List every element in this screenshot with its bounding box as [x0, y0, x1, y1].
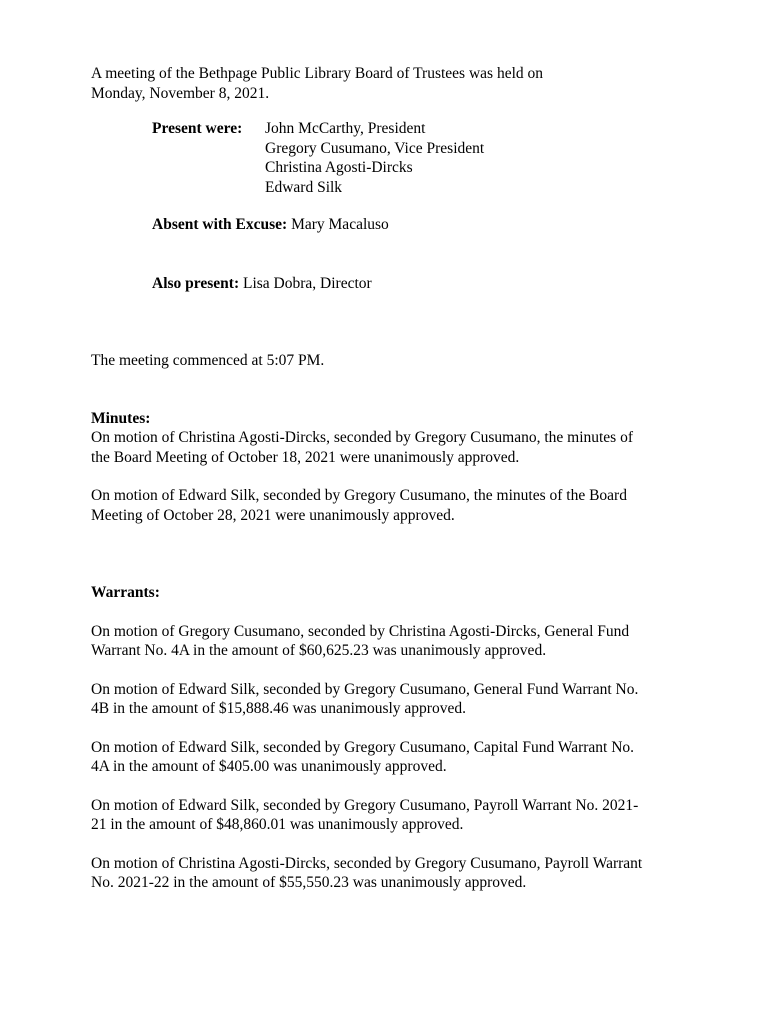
- intro-line: Monday, November 8, 2021.: [91, 84, 270, 102]
- absent-line: [152, 215, 691, 235]
- intro-line: A meeting of the Bethpage Public Library Board of Trustees was held on: [91, 65, 544, 82]
- motion-line: On motion of Edward Silk, seconded by Gregory Cusumano, Payroll Warrant No. 2021-: [91, 796, 639, 814]
- motion-line: On motion of Christina Agosti-Dircks, seconded by Gregory Cusumano, Payroll Warrant: [91, 854, 643, 872]
- also-present-member: Lisa Dobra, Director: [243, 274, 372, 292]
- warrants-heading: Warrants:: [91, 584, 160, 601]
- present-list: [265, 119, 484, 197]
- motion-line: 4B in the amount of $15,888.46 was unanimously approved.: [91, 700, 466, 717]
- minutes-heading: Minutes:: [91, 409, 151, 427]
- absent-member: Mary Macaluso: [291, 216, 389, 233]
- warrant-motion: [91, 796, 691, 835]
- also-present-label: Also present:: [152, 274, 240, 292]
- minutes-motion: [91, 486, 691, 525]
- motion-line: Meeting of October 28, 2021 were unanimously approved.: [91, 506, 455, 524]
- commenced-statement: The meeting commenced at 5:07 PM.: [91, 352, 325, 369]
- present-member: Gregory Cusumano, Vice President: [265, 139, 485, 157]
- motion-line: 21 in the amount of $48,860.01 was unanimously approved.: [91, 816, 464, 833]
- warrant-motion: [91, 622, 691, 661]
- motion-line: Warrant No. 4A in the amount of $60,625.23 was unanimously approved.: [91, 642, 547, 659]
- motion-line: On motion of Christina Agosti-Dircks, seconded by Gregory Cusumano, the minutes of: [91, 429, 634, 446]
- document-page: [91, 64, 691, 893]
- absent-label: Absent with Excuse:: [152, 216, 288, 233]
- warrant-motion: [91, 680, 691, 719]
- present-member: Christina Agosti-Dircks: [265, 159, 413, 176]
- minutes-motion: [91, 428, 691, 467]
- also-present-line: [152, 274, 691, 294]
- motion-line: On motion of Edward Silk, seconded by Gregory Cusumano, General Fund Warrant No.: [91, 680, 639, 698]
- present-label: Present were:: [152, 120, 243, 137]
- motion-line: the Board Meeting of October 18, 2021 were unanimously approved.: [91, 448, 520, 466]
- motion-line: On motion of Edward Silk, seconded by Gregory Cusumano, Capital Fund Warrant No.: [91, 738, 635, 756]
- motion-line: No. 2021-22 in the amount of $55,550.23 was unanimously approved.: [91, 874, 527, 891]
- present-member: John McCarthy, President: [265, 120, 426, 137]
- present-member: Edward Silk: [265, 178, 343, 196]
- warrant-motion: [91, 854, 691, 893]
- intro-paragraph: [91, 64, 691, 103]
- motion-line: On motion of Edward Silk, seconded by Gregory Cusumano, the minutes of the Board: [91, 487, 627, 504]
- present-block: [152, 119, 691, 197]
- motion-line: On motion of Gregory Cusumano, seconded by Christina Agosti-Dircks, General Fund: [91, 622, 630, 640]
- warrant-motion: [91, 738, 691, 777]
- motion-line: 4A in the amount of $405.00 was unanimously approved.: [91, 758, 447, 775]
